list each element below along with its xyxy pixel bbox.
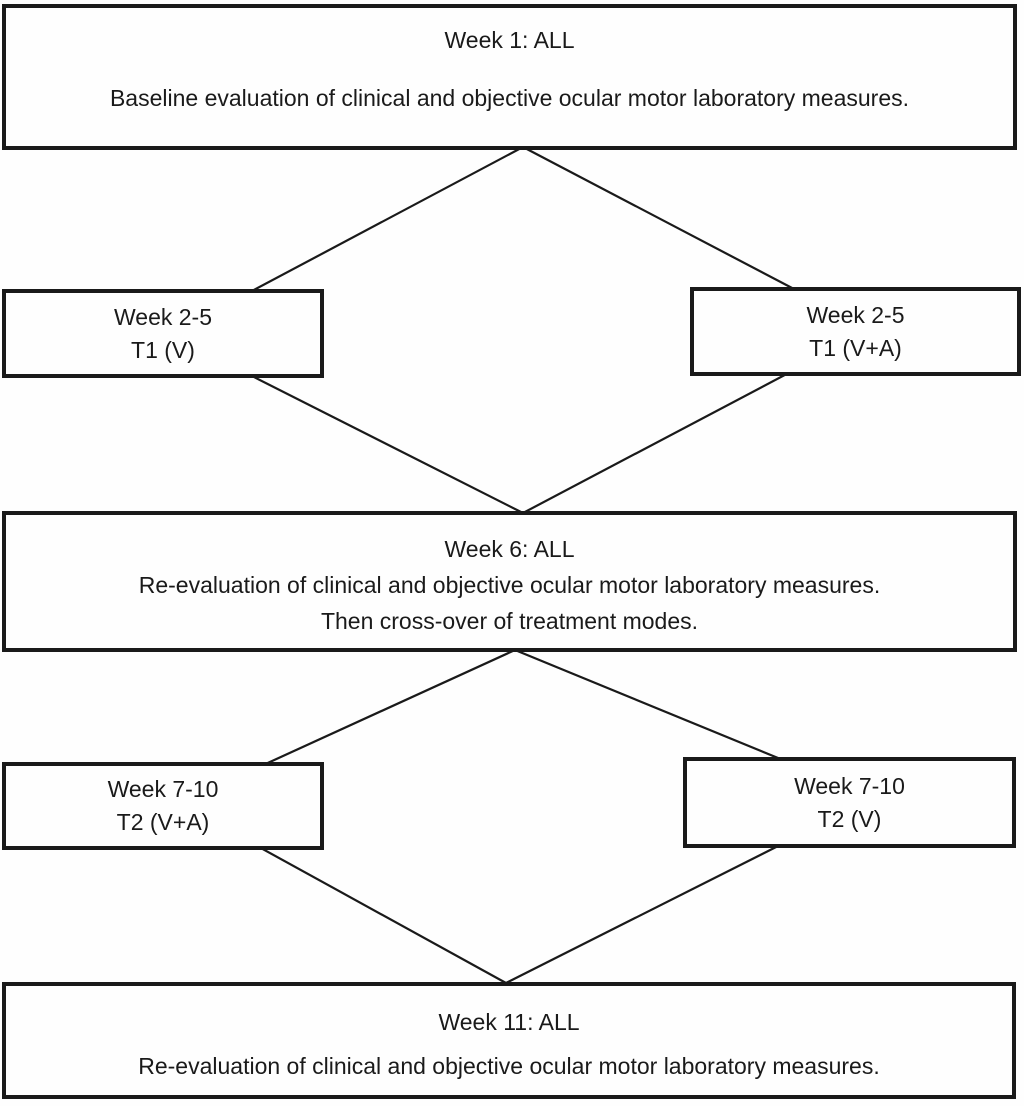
box-week7-10-t2-va-line2: T2 (V+A) — [116, 809, 210, 835]
box-week2-5-t1-va-line1: Week 2-5 — [806, 301, 905, 328]
connector-line — [248, 650, 515, 772]
box-week2-5-t1-v — [2, 289, 324, 378]
box-week1 — [2, 4, 1017, 150]
box-week6-title: Week 6: ALL — [444, 536, 575, 562]
box-week11 — [2, 982, 1016, 1099]
connector-line — [523, 368, 798, 513]
connector-line — [240, 370, 523, 513]
box-week11-body: Re-evaluation of clinical and objective ocular motor laboratory measures. — [138, 1053, 880, 1079]
box-week1-body: Baseline evaluation of clinical and objective ocular motor laboratory measures. — [109, 85, 910, 111]
box-week2-5-t1-va-line2: T1 (V+A) — [809, 334, 902, 361]
box-week7-10-t2-va — [2, 762, 324, 850]
box-week11-title: Week 11: ALL — [438, 1009, 580, 1035]
box-week6-body2: Then cross-over of treatment modes. — [320, 608, 699, 634]
box-week2-5-t1-v-line2: T1 (V) — [131, 336, 195, 363]
connector-line — [506, 840, 790, 983]
box-week6 — [2, 511, 1017, 652]
box-week1-title: Week 1: ALL — [444, 27, 575, 53]
box-week7-10-t2-v — [683, 757, 1016, 848]
box-week6-body1: Re-evaluation of clinical and objective ocular motor laboratory measures. — [138, 572, 881, 598]
connector-line — [250, 842, 506, 983]
box-week7-10-t2-va-line1: Week 7-10 — [107, 776, 219, 802]
box-week7-10-t2-v-line1: Week 7-10 — [794, 772, 905, 799]
box-week2-5-t1-va — [690, 287, 1021, 376]
box-week2-5-t1-v-line1: Week 2-5 — [113, 303, 212, 330]
connector-line — [235, 147, 523, 300]
box-week7-10-t2-v-line2: T2 (V) — [817, 805, 882, 832]
connector-line — [515, 650, 800, 767]
connector-line — [523, 147, 815, 300]
